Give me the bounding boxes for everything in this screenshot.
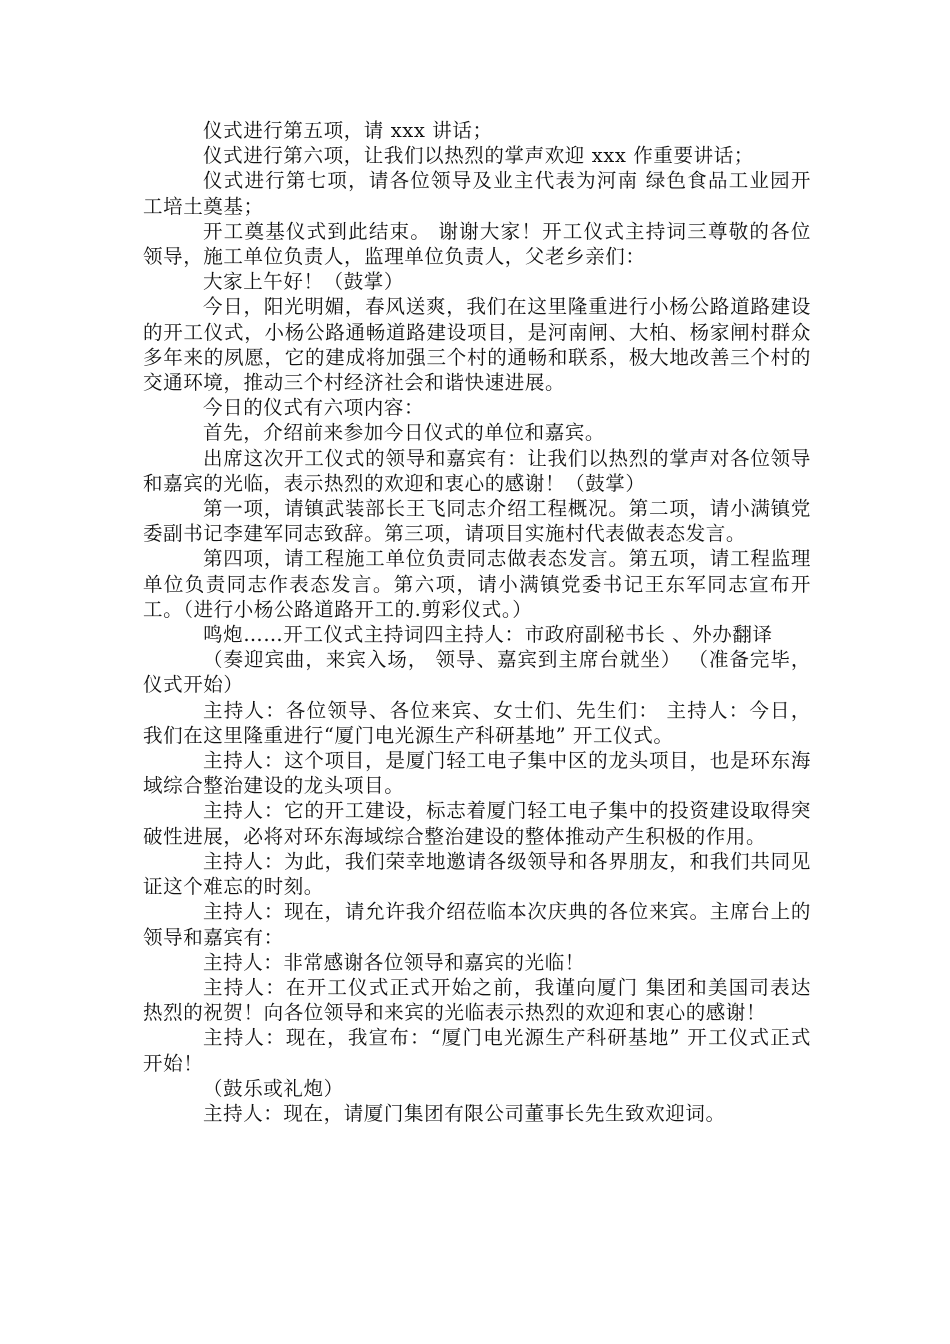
paragraph: 仪式进行第六项，让我们以热烈的掌声欢迎 xxx 作重要讲话； xyxy=(203,144,754,168)
paragraph: 首先，介绍前来参加今日仪式的单位和嘉宾。 xyxy=(203,421,606,445)
paragraph: 主持人：非常感谢各位领导和嘉宾的光临！ xyxy=(203,950,585,974)
paragraph: 今日的仪式有六项内容： xyxy=(203,396,425,420)
paragraph: 主持人：现在，请允许我介绍莅临本次庆典的各位来宾。主席台上的领导和嘉宾有： xyxy=(143,900,811,949)
paragraph: 仪式进行第五项，请 xxx 讲话； xyxy=(203,119,493,142)
paragraph: 主持人：现在，我宣布：“厦门电光源生产科研基地” 开工仪式正式开始！ xyxy=(143,1026,811,1075)
paragraph: 今日，阳光明媚，春风送爽，我们在这里隆重进行小杨公路道路建设的开工仪式，小杨公路通畅道路建设项目，是河南闸、大柏、杨家闸村群众多年来的夙愿，它的建成将加强三个村的通畅和联系，极大地改善三个村的交通环境，推动三个村经济社会和谐快速进展。 xyxy=(143,295,811,395)
paragraph: 主持人：为此，我们荣幸地邀请各级领导和各界朋友，和我们共同见证这个难忘的时刻。 xyxy=(143,849,811,899)
paragraph: 主持人：现在，请厦门集团有限公司董事长先生致欢迎词。 xyxy=(203,1101,726,1125)
paragraph: 鸣炮……开工仪式主持词四主持人：市政府副秘书长 、外办翻译 xyxy=(203,623,773,647)
paragraph: 主持人：各位领导、各位来宾、女士们、先生们： 主持人：今日，我们在这里隆重进行“厦门电光源生产科研基地” 开工仪式。 xyxy=(143,698,811,747)
paragraph: 出席这次开工仪式的领导和嘉宾有：让我们以热烈的掌声对各位领导和嘉宾的光临，表示热烈的欢迎和衷心的感谢！（鼓掌） xyxy=(143,446,811,495)
paragraph: （奏迎宾曲，来宾入场， 领导、嘉宾到主席台就坐） （准备完毕，仪式开始） xyxy=(143,648,811,697)
document-body xyxy=(143,118,811,1126)
paragraph: 大家上午好！（鼓掌） xyxy=(203,270,405,294)
paragraph: 仪式进行第七项，请各位领导及业主代表为河南 绿色食品工业园开工培土奠基； xyxy=(143,169,811,218)
paragraph: （鼓乐或礼炮） xyxy=(203,1076,344,1100)
paragraph: 开工奠基仪式到此结束。 谢谢大家！开工仪式主持词三尊敬的各位领导，施工单位负责人，监理单位负责人，父老乡亲们： xyxy=(143,219,811,269)
paragraph: 主持人：这个项目，是厦门轻工电子集中区的龙头项目，也是环东海域综合整治建设的龙头项目。 xyxy=(143,749,811,798)
paragraph: 主持人：在开工仪式正式开始之前，我谨向厦门 集团和美国司表达热烈的祝贺！向各位领导和来宾的光临表示热烈的欢迎和衷心的感谢！ xyxy=(143,975,811,1025)
paragraph: 第四项，请工程施工单位负责同志做表态发言。第五项，请工程监理单位负责同志作表态发言。第六项，请小满镇党委书记王东军同志宣布开工。（进行小杨公路道路开工的.剪彩仪式。） xyxy=(143,547,811,621)
paragraph: 第一项，请镇武装部长王飞同志介绍工程概况。第二项，请小满镇党委副书记李建军同志致辞。第三项，请项目实施村代表做表态发言。 xyxy=(143,497,811,546)
paragraph: 主持人：它的开工建设，标志着厦门轻工电子集中的投资建设取得突破性进展，必将对环东海域综合整治建设的整体推动产生积极的作用。 xyxy=(143,799,811,848)
